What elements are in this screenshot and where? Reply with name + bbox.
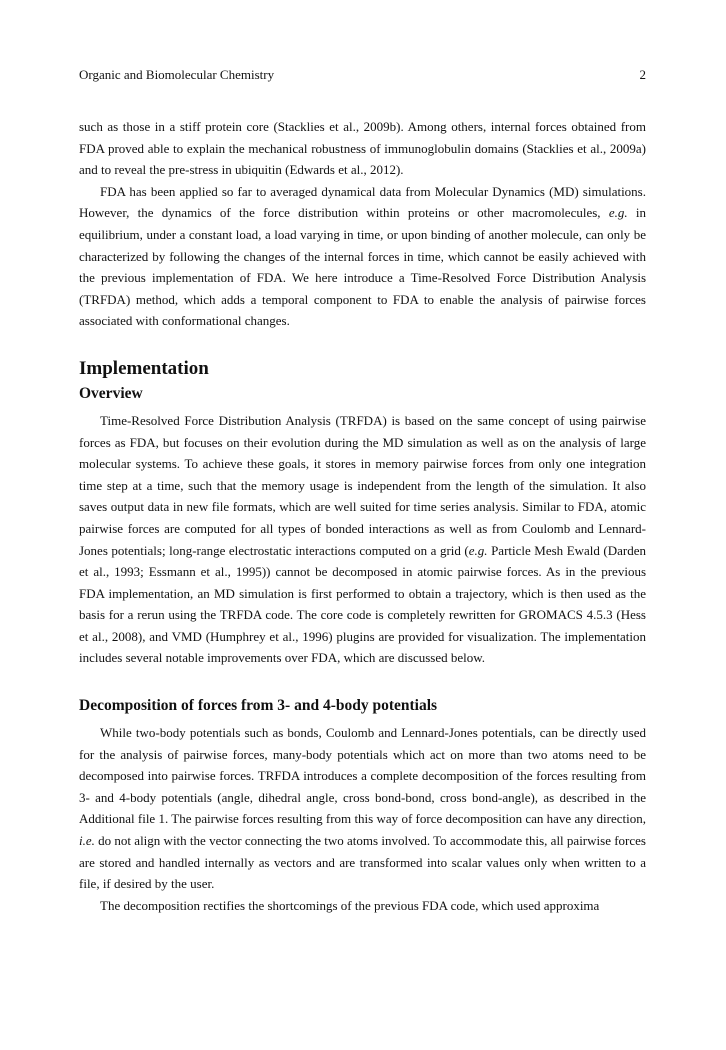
decomposition-paragraph-2: The decomposition rectifies the shortcomings of the previous FDA code, which used approxima: [100, 897, 600, 913]
section-title-implementation: Implementation: [79, 357, 209, 379]
article-body: [79, 116, 646, 916]
decomposition-paragraph: While two-body potentials such as bonds, Coulomb and Lennard-Jones potentials, can be directly used for the analysis of pairwise forces, many-body potentials which act on more than two atoms need to be decomposed into pairwise forces. TRFDA introduces a complete decomposition of the forces resulting from 3- and 4-body potentials (angle, dihedral angle, cross bond-bond, cross bond-angle), as described in the Additional file 1. The pairwise forces resulting from this way of force decomposition can have any direction, i.e. do not align with the vector connecting the two atoms involved. To accommodate this, all pairwise forces are stored and handled internally as vectors and are transformed into scalar values only when written to a file, if desired by the user.: [79, 725, 646, 892]
subsection-title-decomposition: Decomposition of forces from 3- and 4-body potentials: [79, 697, 438, 715]
intro-paragraph-continued: such as those in a stiff protein core (Stacklies et al., 2009b). Among others, internal forces obtained from FDA proved able to explain the mechanical robustness of immunoglobulin domains (Stacklies et al., 2009a) and to reveal the pre-stress in ubiquitin (Edwards et al., 2012).: [79, 119, 646, 178]
journal-name: Organic and Biomolecular Chemistry: [79, 67, 275, 82]
overview-paragraph: Time-Resolved Force Distribution Analysis (TRFDA) is based on the same concept of using pairwise forces as FDA, but focuses on their evolution during the MD simulation as well as on the analysis of large molecular systems. To achieve these goals, it stores in memory pairwise forces from only one integration time step at a time, such that the memory usage is independent from the length of the simulation. It also saves output data in new file formats, which are well suited for time series analysis. Similar to FDA, atomic pairwise forces are computed for all types of bonded interactions as well as from Coulomb and Lennard-Jones potentials; long-range electrostatic interactions computed on a grid (e.g. Particle Mesh Ewald (Darden et al., 1993; Essmann et al., 1995)) cannot be decomposed in atomic pairwise forces. As in the previous FDA implementation, an MD simulation is first performed to obtain a trajectory, which is then used as the basis for a rerun using the TRFDA code. The core code is completely rewritten for GROMACS 4.5.3 (Hess et al., 2008), and VMD (Humphrey et al., 1996) plugins are provided for visualization. The implementation includes several notable improvements over FDA, which are discussed below.: [79, 412, 647, 666]
subsection-title-overview: Overview: [79, 384, 143, 402]
page-number: 2: [639, 67, 646, 82]
running-header: [79, 65, 646, 85]
intro-paragraph-trfda: FDA has been applied so far to averaged dynamical data from Molecular Dynamics (MD) simulations. However, the dynamics of the force distribution within proteins or other macromolecules, e.g. in equilibrium, under a constant load, a load varying in time, or upon binding of another molecule, can only be characterized by following the changes of the internal forces in time, which cannot be easily achieved with the previous implementation of FDA. We here introduce a Time-Resolved Force Distribution Analysis (TRFDA) method, which adds a temporal component to FDA to enable the analysis of pairwise forces associated with conformational changes.: [79, 183, 646, 329]
